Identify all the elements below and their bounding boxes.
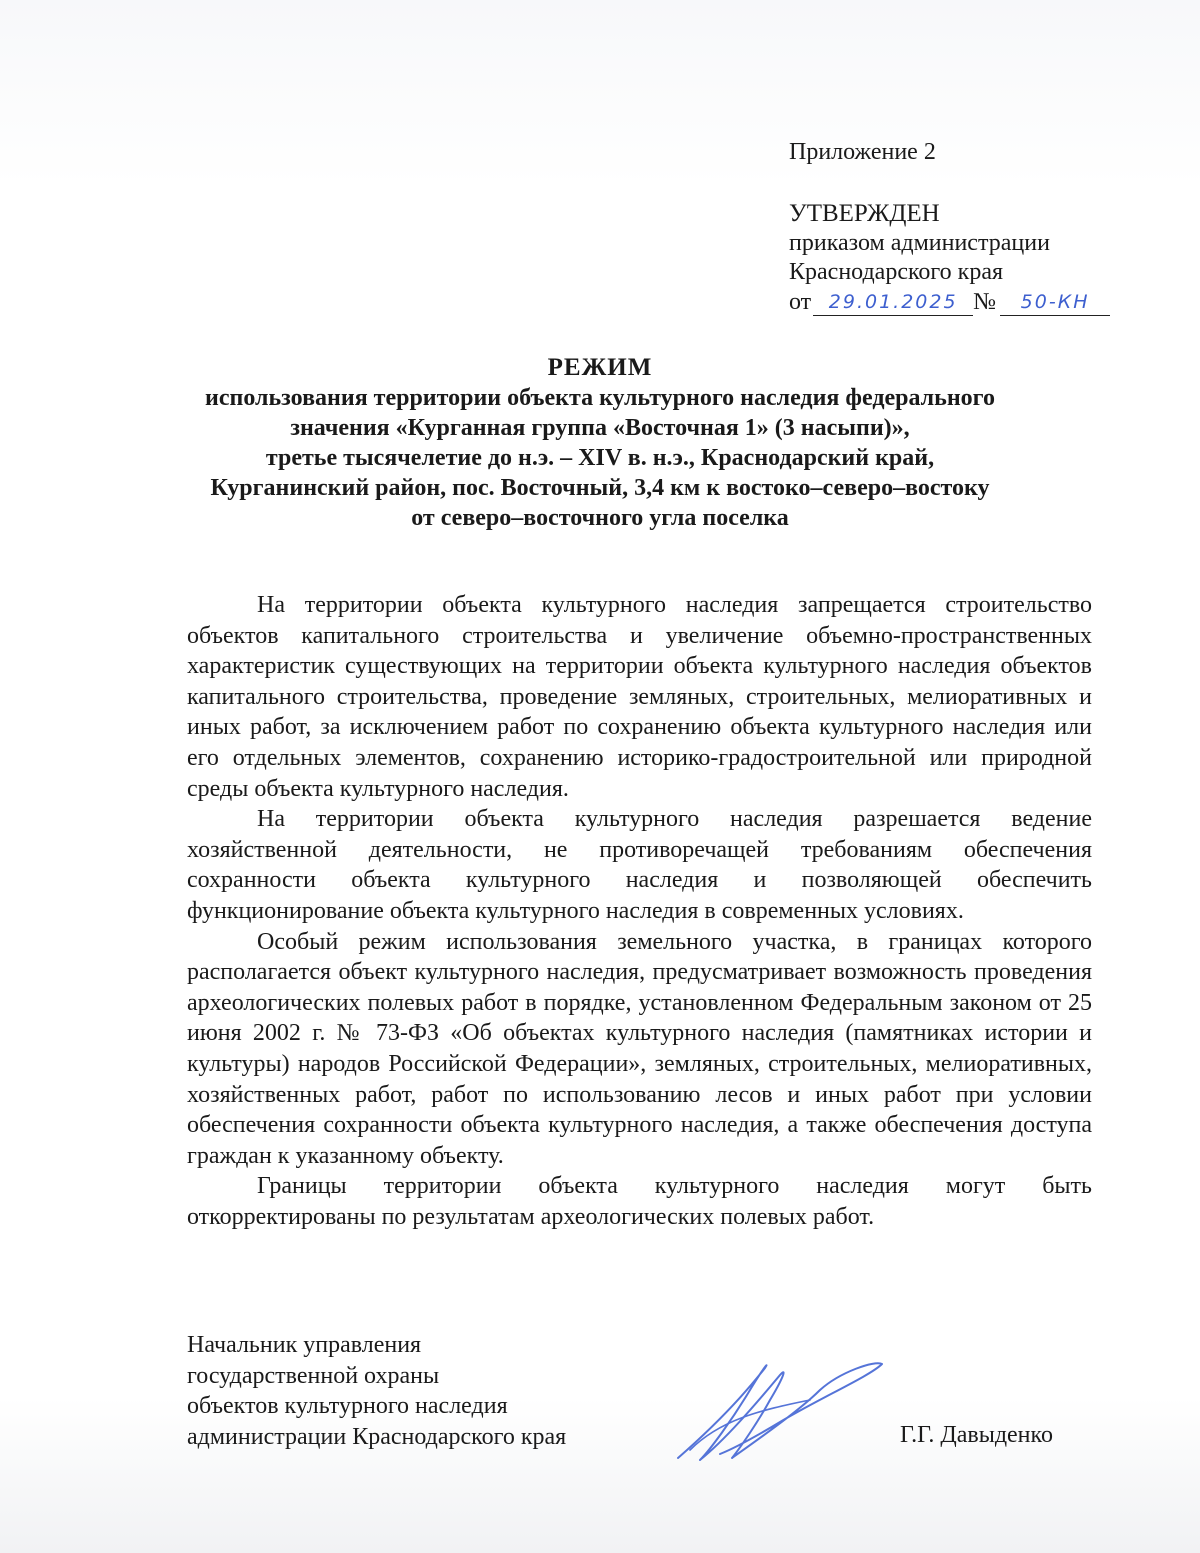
- handwritten-signature: [670, 1350, 890, 1470]
- appendix-label: Приложение 2: [789, 139, 936, 165]
- document-body: [187, 590, 1092, 1232]
- body-paragraph: Особый режим использования земельного участка, в границах которого располагается объект культурного наследия, предусматривает возможность проведения археологических полевых работ в порядке, установленном Федеральным законом от 25 июня 2002 г. № 73-ФЗ «Об объектах культурного наследия (памятниках истории и культуры) народов Российской Федерации», земляных, строительных, мелиоративных, хозяйственных работ, работ по использованию лесов и иных работ при условии обеспечения сохранности объекта культурного наследия, а также обеспечения доступа граждан к указанному объекту.: [187, 928, 1092, 1169]
- body-paragraph: На территории объекта культурного наследия разрешается ведение хозяйственной деятельности, не противоречащей требованиям обеспечения сохранности объекта культурного наследия и позволяющей обеспечить функционирование объекта культурного наследия в современных условиях.: [187, 806, 1092, 924]
- position-line: администрации Краснодарского края: [187, 1423, 567, 1450]
- signatory-name: Г.Г. Давыденко: [900, 1422, 1053, 1448]
- signatory-position: [187, 1330, 566, 1452]
- from-label: от: [789, 289, 812, 315]
- body-paragraph: На территории объекта культурного наследия запрещается строительство объектов капитального строительства и увеличение объемно-пространственных характеристик существующих на территории объекта культурного наследия объектов капитального строительства, проведение земляных, строительных, мелиоративных и иных работ, за исключением работ по сохранению объекта культурного наследия или его отдельных элементов, сохранению историко-градостроительной или природной среды объекта культурного наследия.: [187, 592, 1092, 802]
- heading-line: использования территории объекта культурного наследия федерального: [205, 385, 995, 411]
- position-line: объектов культурного наследия: [187, 1393, 508, 1419]
- heading-line: Курганинский район, пос. Восточный, 3,4 км к востоко–северо–востоку: [210, 475, 990, 501]
- position-line: Начальник управления: [187, 1332, 422, 1358]
- order-number-handwritten: 50-КН: [1000, 289, 1110, 316]
- approved-by-line: приказом администрации: [789, 230, 1050, 256]
- approved-region-line: Краснодарского края: [789, 259, 1004, 285]
- document-title: РЕЖИМ: [547, 354, 653, 381]
- body-paragraph: Границы территории объекта культурного наследия могут быть откорректированы по результатам археологических полевых работ.: [187, 1173, 1092, 1230]
- number-label: №: [973, 289, 997, 315]
- position-line: государственной охраны: [187, 1362, 440, 1389]
- approved-title: УТВЕРЖДЕН: [789, 200, 940, 227]
- order-date-handwritten: 29.01.2025: [813, 289, 973, 316]
- heading-line: третье тысячелетие до н.э. – XIV в. н.э., Краснодарский край,: [265, 445, 935, 471]
- order-date-number-line: [789, 288, 1110, 316]
- document-heading: [150, 353, 1050, 533]
- heading-line: значения «Курганная группа «Восточная 1» (3 насыпи)»,: [290, 415, 910, 441]
- heading-line: от северо–восточного угла поселка: [411, 505, 789, 531]
